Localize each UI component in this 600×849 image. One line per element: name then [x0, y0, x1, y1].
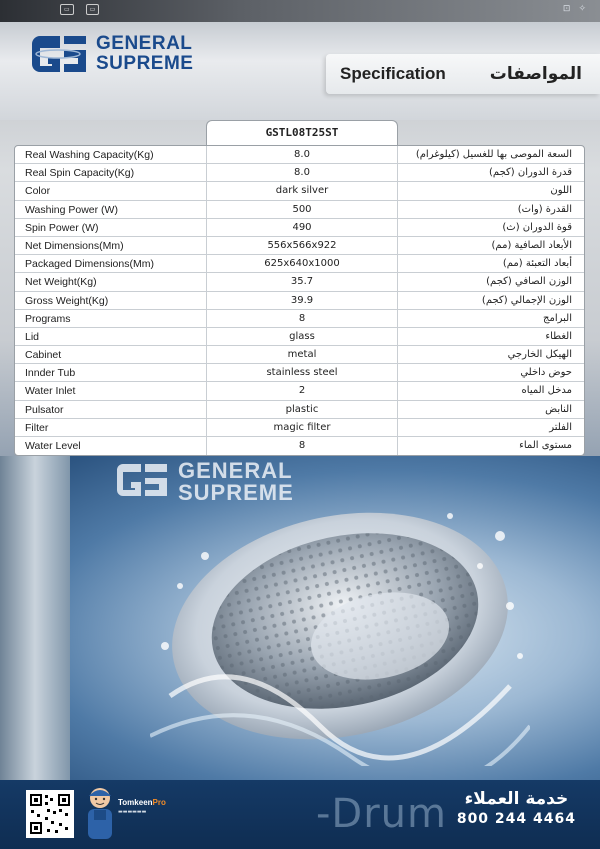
spec-value: 8 [207, 437, 398, 455]
spec-value: 8.0 [207, 146, 398, 163]
spec-label-ar: أبعاد التعبئة (مم) [502, 258, 572, 270]
partner-name-a: Tomkeen [118, 798, 153, 807]
spec-value: stainless steel [207, 364, 398, 381]
specification-title-ar: المواصفات [489, 64, 582, 84]
spec-row [15, 219, 584, 237]
spec-value: 625x640x1000 [207, 255, 398, 272]
spec-label-ar: الوزن الإجمالي (كجم) [481, 294, 572, 306]
spec-row [15, 401, 584, 419]
spec-label-en: Filter [15, 419, 207, 436]
spec-label-ar: قوة الدوران (ث) [502, 221, 572, 233]
spec-value: 8 [207, 310, 398, 327]
spec-label-ar: قدرة الدوران (كجم) [489, 167, 572, 179]
customer-service-title: خدمة العملاء [464, 789, 569, 809]
top-badge-2: ▭ [86, 4, 100, 15]
spec-value: plastic [207, 401, 398, 418]
top-mini-icons [563, 4, 586, 14]
spec-label-ar: الهيكل الخارجي [507, 349, 572, 361]
spec-label-en: Real Washing Capacity(Kg) [15, 146, 207, 163]
spec-label-en: Cabinet [15, 346, 207, 363]
machine-side-panel [0, 456, 70, 780]
spec-label-en: Washing Power (W) [15, 201, 207, 218]
spec-value: dark silver [207, 182, 398, 199]
spec-label-ar: البرامج [543, 312, 572, 324]
spec-label-en: Lid [15, 328, 207, 345]
spec-value: 8.0 [207, 164, 398, 181]
washing-drum-image [150, 496, 530, 766]
model-number: GSTL08T25ST [206, 120, 398, 145]
spec-value: glass [207, 328, 398, 345]
spec-value: magic filter [207, 419, 398, 436]
spec-label-ar: مستوى الماء [519, 440, 572, 451]
spec-row [15, 255, 584, 273]
brand-logo [30, 32, 193, 76]
spec-value: metal [207, 346, 398, 363]
spec-label-ar: القدرة (وات) [517, 203, 572, 215]
spec-label-en: Net Weight(Kg) [15, 273, 207, 290]
spec-row [15, 146, 584, 164]
spec-label-en: Net Dimensions(Mm) [15, 237, 207, 254]
spec-label-ar: الوزن الصافي (كجم) [486, 276, 572, 288]
spec-label-ar: الأبعاد الصافية (مم) [491, 239, 572, 251]
partner-tagline-graphic: ▬▬▬▬▬▬ [118, 809, 147, 815]
top-strip [0, 0, 600, 22]
spec-row [15, 182, 584, 200]
footer [0, 780, 600, 849]
spec-label-en: Water Level [15, 437, 207, 455]
spec-label-en: Programs [15, 310, 207, 327]
spec-row [15, 273, 584, 291]
partner-logo [118, 798, 174, 828]
spec-row [15, 310, 584, 328]
spec-label-en: Pulsator [15, 401, 207, 418]
specification-title-en: Specification [340, 64, 446, 83]
spec-row [15, 164, 584, 182]
specification-banner [326, 54, 600, 94]
spec-label-en: Gross Weight(Kg) [15, 292, 207, 309]
spec-label-en: Real Spin Capacity(Kg) [15, 164, 207, 181]
partner-name [118, 798, 174, 807]
brand-line-1: GENERAL [96, 33, 193, 54]
spec-value: 556x566x922 [207, 237, 398, 254]
spec-value: 490 [207, 219, 398, 236]
spec-row [15, 237, 584, 255]
spec-row [15, 437, 584, 455]
spec-label-en: Innder Tub [15, 364, 207, 381]
spec-row [15, 328, 584, 346]
top-icon-1: ⊡ [562, 4, 571, 14]
spec-label-ar: الغطاء [545, 330, 572, 342]
spec-label-en: Water Inlet [15, 382, 207, 399]
product-image-area [0, 456, 600, 780]
qr-code-icon [26, 790, 74, 838]
spec-row [15, 346, 584, 364]
spec-value: 39.9 [207, 292, 398, 309]
top-badge-1: ▭ [60, 4, 74, 15]
spec-label-en: Spin Power (W) [15, 219, 207, 236]
brand-line-2: SUPREME [96, 53, 194, 74]
brand-name [96, 34, 193, 74]
top-icon-2: ✧ [578, 4, 586, 14]
customer-service-phone[interactable]: 800 244 4464 [456, 811, 576, 827]
spec-row [15, 364, 584, 382]
spec-label-ar: السعة الموصى بها للغسيل (كيلوغرام) [415, 149, 572, 160]
spec-label-en: Packaged Dimensions(Mm) [15, 255, 207, 272]
spec-label-ar: مدخل المياه [521, 385, 572, 397]
spec-label-ar: حوض داخلي [520, 367, 572, 379]
spec-row [15, 201, 584, 219]
ghost-brand-line-2: SUPREME [178, 480, 294, 505]
spec-label-ar: النابض [545, 403, 572, 415]
spec-row [15, 419, 584, 437]
top-mini-logos [60, 4, 99, 15]
spec-table [14, 145, 585, 456]
spec-label-ar: اللون [550, 185, 572, 197]
spec-label-en: Color [15, 182, 207, 199]
spec-row [15, 382, 584, 400]
general-supreme-logo-icon [30, 32, 90, 76]
spec-value: 2 [207, 382, 398, 399]
partner-name-b: Pro [152, 798, 166, 807]
customer-service [457, 788, 576, 828]
technician-mascot-icon [80, 784, 120, 844]
spec-value: 35.7 [207, 273, 398, 290]
spec-label-ar: الفلتر [549, 421, 572, 433]
ghost-brand-line-1: GENERAL [178, 458, 293, 483]
drum-watermark-text: -Drum [316, 791, 447, 837]
spec-row [15, 292, 584, 310]
spec-value: 500 [207, 201, 398, 218]
